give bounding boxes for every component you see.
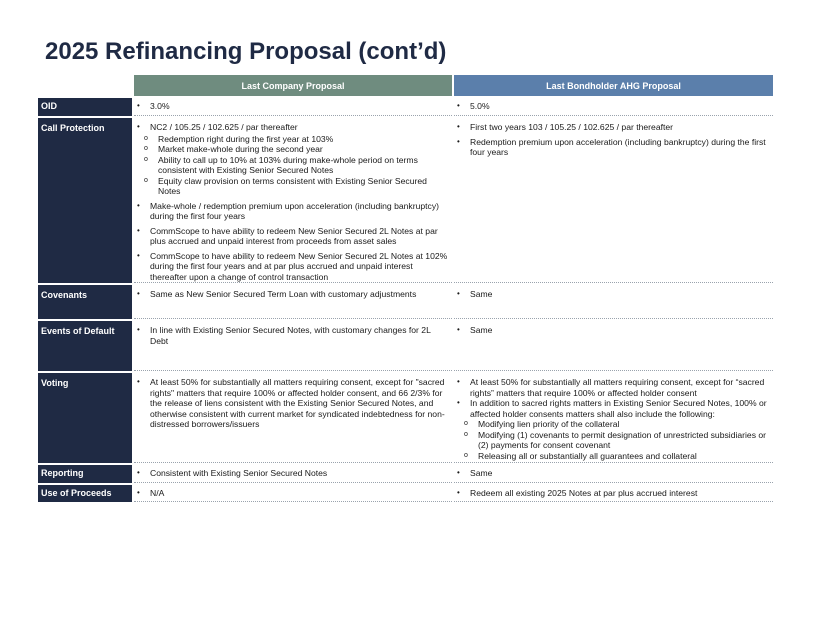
sub-list-item: o Releasing all or substantially all guarantees and collateral xyxy=(454,451,770,462)
sub-list-item: o Redemption right during the first year at 103% xyxy=(134,134,448,145)
row-label-voting: Voting xyxy=(38,373,132,463)
cell-covenants-bondholder xyxy=(454,285,773,319)
cell-use-of-proceeds-bondholder xyxy=(454,485,773,502)
list-item: • At least 50% for substantially all matters requiring consent, except for “sacred rights” matters that require 100% or affected holder consent xyxy=(454,377,770,398)
list-item: • Redeem all existing 2025 Notes at par plus accrued interest xyxy=(454,488,773,499)
list-item: • 3.0% xyxy=(134,101,452,112)
sub-list-item: o Modifying lien priority of the collateral xyxy=(454,419,770,430)
cell-use-of-proceeds-company xyxy=(134,485,452,502)
cell-voting-company xyxy=(134,373,452,463)
list-item: • CommScope to have ability to redeem New Senior Secured 2L Notes at par plus accrued and unpaid interest from proceeds from asset sales xyxy=(134,226,448,247)
cell-covenants-company xyxy=(134,285,452,319)
sub-list-item: o Modifying (1) covenants to permit designation of unrestricted subsidiaries or (2) payments for consent covenant xyxy=(454,430,770,451)
sub-list-item: o Market make-whole during the second year xyxy=(134,144,448,155)
list-item: • Same xyxy=(454,325,773,336)
list-item: • Same xyxy=(454,289,773,300)
row-label-use-of-proceeds: Use of Proceeds xyxy=(38,485,132,502)
list-item: • 5.0% xyxy=(454,101,773,112)
cell-oid-company xyxy=(134,98,452,116)
list-item: • NC2 / 105.25 / 102.625 / par thereafter o Redemption right during the first year at 103% o Market make-whole during the second year o Ability to call up to 10% at 103% during make-whole period on terms consistent with Existing Senior Secured Notes o Equity claw provision on terms consistent with Existing Senior Secured Notes xyxy=(134,122,448,197)
sub-list-item: o Ability to call up to 10% at 103% during make-whole period on terms consistent with Existing Senior Secured Notes xyxy=(134,155,448,176)
list-item: • At least 50% for substantially all matters requiring consent, except for "sacred rights" matters that require 100% or affected holder consent, and 66 2/3% for the release of liens consistent with the Existing Senior Secured Notes, and otherwise consistent with current market for syndicated indebtedness for non-distressed borrowers/issuers xyxy=(134,377,448,430)
list-item: • Make-whole / redemption premium upon acceleration (including bankruptcy) during the first four years xyxy=(134,201,448,222)
row-label-reporting: Reporting xyxy=(38,465,132,483)
list-item: • N/A xyxy=(134,488,452,499)
list-item: • First two years 103 / 105.25 / 102.625 / par thereafter xyxy=(454,122,769,133)
cell-reporting-company xyxy=(134,465,452,483)
cell-events-of-default-bondholder xyxy=(454,321,773,371)
list-item: • CommScope to have ability to redeem New Senior Secured 2L Notes at 102% during the first four years and at par plus accrued and unpaid interest thereafter upon a change of control transaction xyxy=(134,251,448,283)
cell-events-of-default-company xyxy=(134,321,452,371)
row-label-oid: OID xyxy=(38,98,132,116)
row-label-events-of-default: Events of Default xyxy=(38,321,132,371)
list-item: • Same xyxy=(454,468,773,479)
list-item: • Consistent with Existing Senior Secured Notes xyxy=(134,468,452,479)
cell-reporting-bondholder xyxy=(454,465,773,483)
cell-oid-bondholder xyxy=(454,98,773,116)
row-label-call-protection: Call Protection xyxy=(38,118,132,283)
row-label-covenants: Covenants xyxy=(38,285,132,319)
cell-call-protection-bondholder xyxy=(454,118,773,283)
cell-call-protection-company xyxy=(134,118,452,283)
sub-list-item: o Equity claw provision on terms consistent with Existing Senior Secured Notes xyxy=(134,176,448,197)
column-header-bondholder: Last Bondholder AHG Proposal xyxy=(454,75,773,96)
list-item: • Same as New Senior Secured Term Loan with customary adjustments xyxy=(134,289,452,300)
list-item: • Redemption premium upon acceleration (including bankruptcy) during the first four years xyxy=(454,137,769,158)
column-header-company: Last Company Proposal xyxy=(134,75,452,96)
page-title: 2025 Refinancing Proposal (cont’d) xyxy=(45,38,447,65)
list-item: • In line with Existing Senior Secured Notes, with customary changes for 2L Debt xyxy=(134,325,446,346)
list-item: • In addition to sacred rights matters in Existing Senior Secured Notes, 100% or affected holder consents matters shall also include the following: o Modifying lien priority of the collateral o Modifying (1) covenants to permit designation of unrestricted subsidiaries or (2) payments for consent covenant o Releasing all or substantially all guarantees and collateral xyxy=(454,398,770,461)
cell-voting-bondholder xyxy=(454,373,773,463)
